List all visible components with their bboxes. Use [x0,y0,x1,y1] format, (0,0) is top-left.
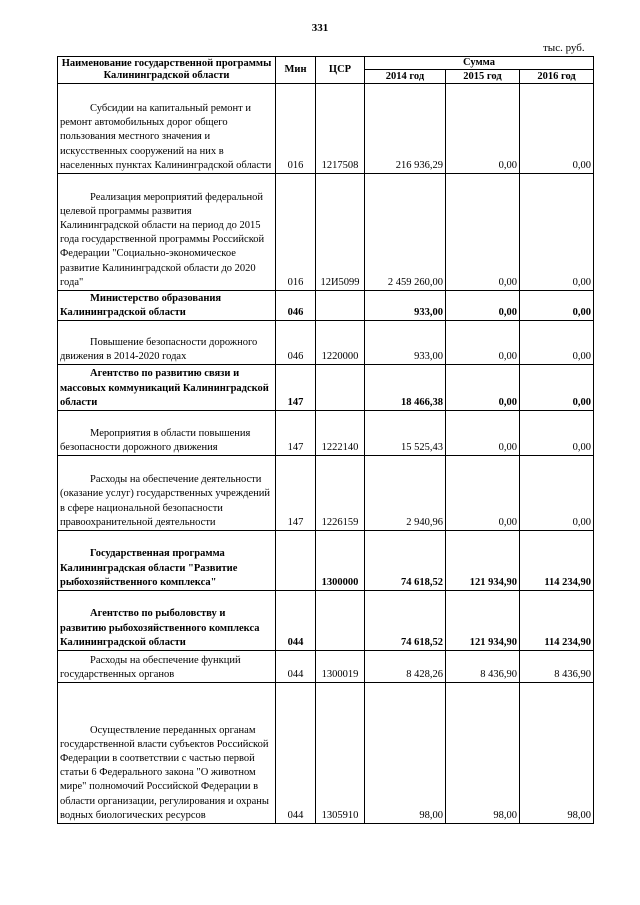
header-min: Мин [276,57,316,84]
table-row [58,651,594,683]
row-2015: 0,00 [446,174,520,291]
row-2014: 18 466,38 [365,365,446,411]
table-row [58,456,594,531]
row-min: 147 [276,411,316,456]
row-2015: 0,00 [446,456,520,531]
row-name: Субсидии на капитальный ремонт и ремонт автомобильных дорог общего пользования местного значения и искусственных сооружений на них в населенных пунктах Калининградской области [58,84,276,174]
row-2014: 8 428,26 [365,651,446,683]
row-csr [316,591,365,651]
header-sum: Сумма [365,57,594,70]
page-number: 331 [311,22,329,34]
row-min: 044 [276,591,316,651]
row-name: Государственная программа Калининградская области "Развитие рыбохозяйственного комплекса" [58,531,276,591]
header-2014: 2014 год [365,70,446,84]
row-2014: 15 525,43 [365,411,446,456]
row-name: Расходы на обеспечение деятельности (оказание услуг) государственных учреждений в сфере национальной безопасности правоохранительной деятельности [58,456,276,531]
table-row [58,591,594,651]
row-name: Агентство по развитию связи и массовых коммуникаций Калининградской области [58,365,276,411]
header-name: Наименование государственной программы Калининградской области [58,57,276,84]
row-2016: 114 234,90 [520,531,594,591]
table-row [58,321,594,365]
row-name: Реализация мероприятий федеральной целевой программы развития Калининградской области на период до 2015 года государственной программы Российской Федерации "Социально-экономическое развитие Калининградской области до 2020 года" [58,174,276,291]
row-min: 016 [276,84,316,174]
row-2014: 933,00 [365,321,446,365]
row-2016: 0,00 [520,84,594,174]
header-row [58,57,594,70]
row-2015: 0,00 [446,291,520,321]
row-2016: 114 234,90 [520,591,594,651]
header-csr: ЦСР [316,57,365,84]
row-min [276,531,316,591]
row-2016: 0,00 [520,365,594,411]
row-2016: 0,00 [520,411,594,456]
row-2016: 98,00 [520,683,594,824]
row-csr: 1222140 [316,411,365,456]
row-name: Агентство по рыболовству и развитию рыбохозяйственного комплекса Калининградской области [58,591,276,651]
row-min: 044 [276,651,316,683]
table-row [58,84,594,174]
row-csr: 12И5099 [316,174,365,291]
row-csr: 1217508 [316,84,365,174]
row-min: 046 [276,291,316,321]
row-2016: 0,00 [520,456,594,531]
table-row [58,291,594,321]
row-2014: 2 940,96 [365,456,446,531]
row-min: 044 [276,683,316,824]
table-row [58,365,594,411]
row-2015: 8 436,90 [446,651,520,683]
row-csr: 1300019 [316,651,365,683]
row-name: Расходы на обеспечение функций государственных органов [58,651,276,683]
row-2016: 0,00 [520,174,594,291]
row-csr: 1300000 [316,531,365,591]
row-2016: 8 436,90 [520,651,594,683]
row-2014: 933,00 [365,291,446,321]
row-2016: 0,00 [520,321,594,365]
row-csr: 1305910 [316,683,365,824]
row-2015: 0,00 [446,411,520,456]
row-2016: 0,00 [520,291,594,321]
row-min: 016 [276,174,316,291]
row-min: 046 [276,321,316,365]
row-2014: 98,00 [365,683,446,824]
table-row [58,174,594,291]
row-2014: 2 459 260,00 [365,174,446,291]
row-name: Повышение безопасности дорожного движения в 2014-2020 годах [58,321,276,365]
table-row [58,411,594,456]
units-label: тыс. руб. [543,42,585,54]
row-csr [316,365,365,411]
row-name: Министерство образования Калининградской области [58,291,276,321]
row-2015: 0,00 [446,84,520,174]
row-2015: 0,00 [446,365,520,411]
row-2015: 0,00 [446,321,520,365]
table-row [58,683,594,824]
row-2015: 98,00 [446,683,520,824]
row-2014: 216 936,29 [365,84,446,174]
row-2015: 121 934,90 [446,591,520,651]
row-min: 147 [276,365,316,411]
row-2015: 121 934,90 [446,531,520,591]
row-csr [316,291,365,321]
table-row [58,531,594,591]
row-csr: 1226159 [316,456,365,531]
row-2014: 74 618,52 [365,531,446,591]
row-min: 147 [276,456,316,531]
row-2014: 74 618,52 [365,591,446,651]
header-2015: 2015 год [446,70,520,84]
row-name: Осуществление переданных органам государственной власти субъектов Российской Федерации в соответствии с частью первой статьи 6 Федерального закона "О животном мире" полномочий Российской Федерации в области организации, регулирования и охраны водных биологических ресурсов [58,683,276,824]
row-csr: 1220000 [316,321,365,365]
budget-table [57,56,594,824]
header-2016: 2016 год [520,70,594,84]
row-name: Мероприятия в области повышения безопасности дорожного движения [58,411,276,456]
